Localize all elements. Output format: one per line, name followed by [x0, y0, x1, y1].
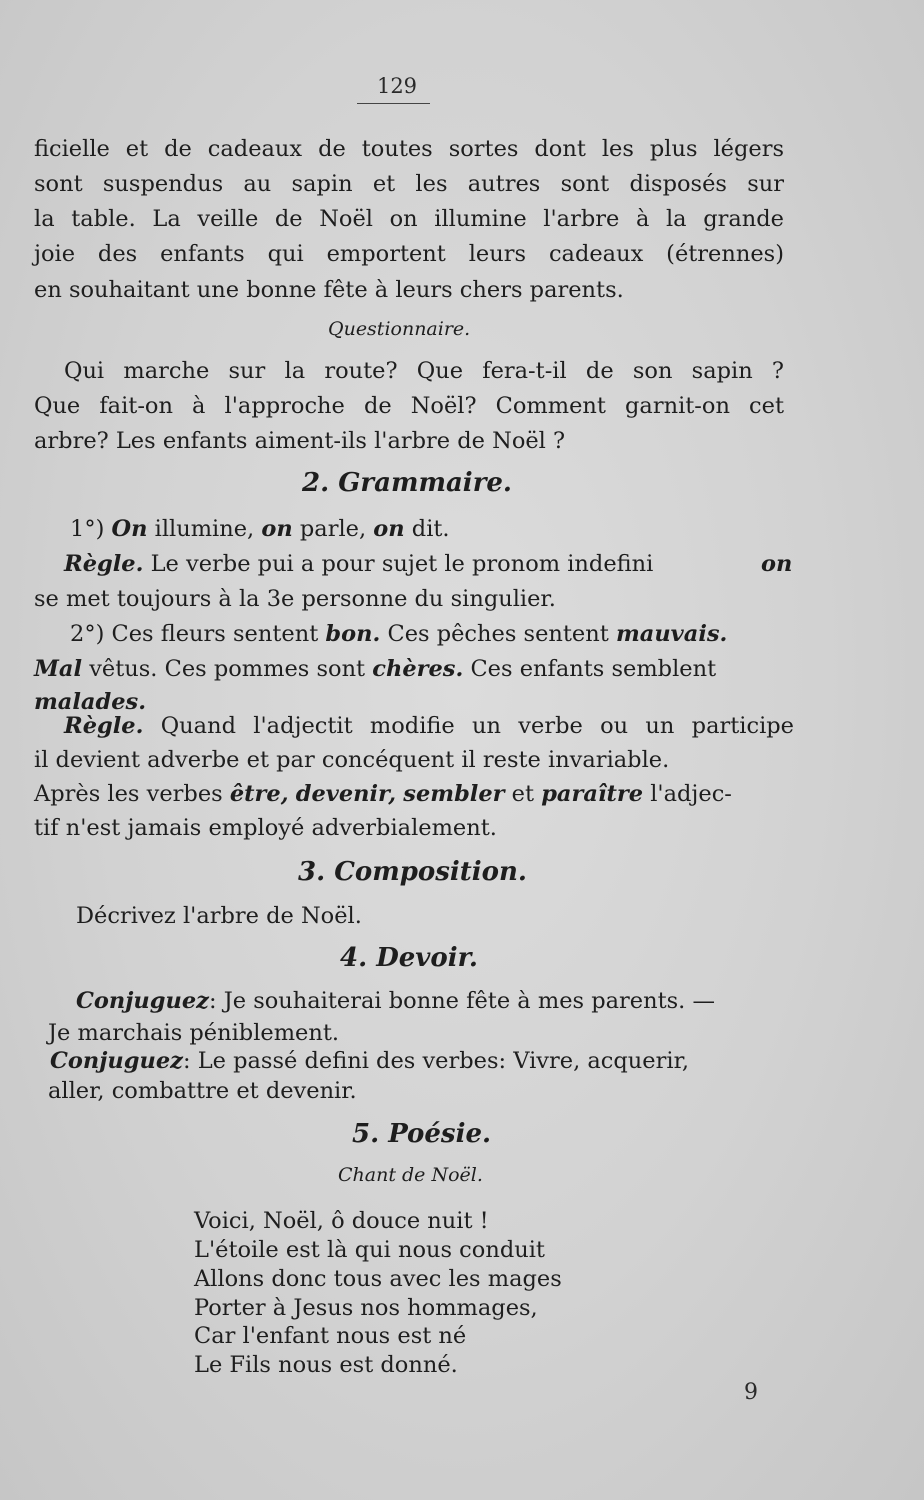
intro-line-3: la table. La veille de Noël on illumine l'arbre à la grande — [34, 206, 784, 232]
pronoun-on: On — [111, 516, 148, 542]
rule-text: et — [504, 781, 542, 807]
rule-text: Après les verbes — [34, 781, 230, 807]
poem-title: Chant de Noël. — [338, 1164, 483, 1186]
intro-line-5: en souhaitant une bonne fête à leurs chers parents. — [34, 277, 624, 303]
verb-etre: être, — [229, 781, 289, 807]
rule-1-line-1 — [64, 550, 793, 578]
grammar-text: illumine, — [147, 516, 262, 542]
heading-grammaire: 2. Grammaire. — [302, 468, 512, 498]
questionnaire-line-2: Que fait-on à l'approche de Noël? Comment garnit-on cet — [34, 393, 784, 419]
poem-line-4: Porter à Jesus nos hommages, — [194, 1295, 538, 1321]
questionnaire-line-3: arbre? Les enfants aiment-ils l'arbre de Noël ? — [34, 428, 566, 454]
intro-line-2: sont suspendus au sapin et les autres sont disposés sur — [34, 171, 784, 197]
rule-text: Le verbe pui a pour sujet le pronom indefini — [143, 551, 654, 577]
rule-text: l'adjec- — [643, 781, 732, 807]
word-malades: malades. — [34, 689, 147, 715]
grammar-text: Ces enfants semblent — [463, 656, 717, 682]
poem-line-5: Car l'enfant nous est né — [194, 1323, 467, 1349]
rule-text: Quand l'adjectit modifie un verbe ou un participe — [143, 713, 794, 739]
rule-2-line-4: tif n'est jamais employé adverbialement. — [34, 815, 497, 841]
devoir-line-2: Je marchais péniblement. — [48, 1020, 340, 1046]
pronoun-on: on — [373, 516, 405, 542]
devoir-line-3 — [50, 1047, 689, 1075]
poem-line-1: Voici, Noël, ô douce nuit ! — [194, 1208, 489, 1234]
grammar-point-2-line-2 — [34, 655, 716, 683]
verb-paraitre: paraître — [541, 781, 644, 807]
composition-text: Décrivez l'arbre de Noël. — [76, 903, 362, 929]
grammar-point-1-number: 1°) — [70, 516, 105, 542]
devoir-line-1 — [76, 987, 715, 1015]
word-cheres: chères. — [372, 656, 464, 682]
verb-sembler: sembler — [403, 781, 505, 807]
rule-2-line-3 — [34, 780, 732, 808]
conjuguez-label: Conjuguez — [76, 988, 209, 1014]
grammar-text: vêtus. Ces pommes sont — [82, 656, 373, 682]
rule-1-line-2: se met toujours à la 3e personne du singulier. — [34, 586, 556, 612]
word-mauvais: mauvais. — [615, 621, 728, 647]
heading-composition: 3. Composition. — [298, 857, 527, 887]
intro-line-4: joie des enfants qui emportent leurs cadeaux (étrennes) — [34, 241, 784, 267]
devoir-text: : Le passé defini des verbes: Vivre, acquerir, — [182, 1048, 689, 1074]
grammar-text: 2°) Ces fleurs sentent — [70, 621, 326, 647]
heading-devoir: 4. Devoir. — [340, 943, 478, 973]
signature-mark: 9 — [744, 1380, 758, 1405]
word-bon: bon. — [325, 621, 381, 647]
questionnaire-line-1: Qui marche sur la route? Que fera-t-il de son sapin ? — [64, 358, 784, 384]
rule-label: Règle. — [64, 713, 144, 739]
page-number: 129 — [376, 74, 418, 98]
word-mal: Mal — [34, 656, 83, 682]
grammar-point-2-line-1 — [70, 620, 784, 648]
conjuguez-label: Conjuguez — [50, 1048, 183, 1074]
poem-line-2: L'étoile est là qui nous conduit — [194, 1237, 545, 1263]
rule-2-line-2: il devient adverbe et par concéquent il reste invariable. — [34, 747, 670, 773]
verb-devenir: devenir, — [295, 781, 397, 807]
grammar-text: Ces pêches sentent — [380, 621, 616, 647]
grammar-point-1 — [70, 515, 450, 543]
devoir-text: : Je souhaiterai bonne fête à mes parents. — — [208, 988, 715, 1014]
rule-label: Règle. — [64, 551, 144, 577]
pronoun-on: on — [261, 516, 293, 542]
header-rule — [357, 103, 430, 104]
grammar-text: dit. — [404, 516, 450, 542]
intro-line-1: ficielle et de cadeaux de toutes sortes dont les plus légers — [34, 136, 784, 162]
poem-line-6: Le Fils nous est donné. — [194, 1352, 458, 1378]
grammar-text: parle, — [292, 516, 374, 542]
heading-poesie: 5. Poésie. — [352, 1119, 492, 1149]
pronoun-on: on — [761, 551, 793, 577]
devoir-line-4: aller, combattre et devenir. — [48, 1078, 357, 1104]
questionnaire-title: Questionnaire. — [328, 318, 471, 340]
poem-line-3: Allons donc tous avec les mages — [194, 1266, 562, 1292]
rule-2-line-1 — [64, 712, 794, 740]
